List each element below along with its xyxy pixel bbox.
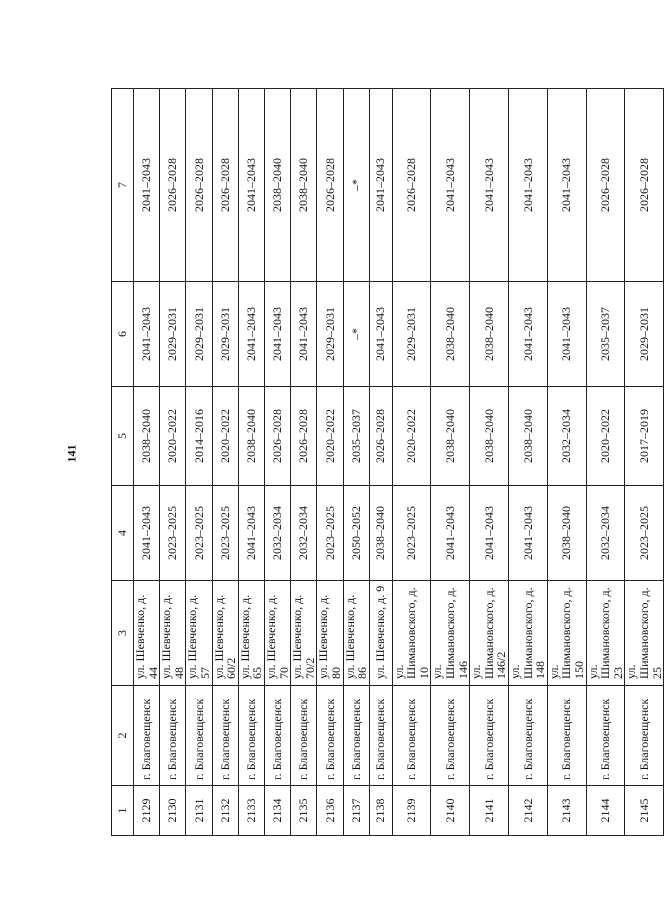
- city-cell: г. Благовещенск: [547, 686, 586, 786]
- row-number-cell: 2140: [431, 786, 470, 836]
- table-row: [625, 89, 664, 836]
- period-cell-4: 2041–2043: [509, 486, 548, 581]
- city-cell: г. Благовещенск: [160, 686, 186, 786]
- address-cell: ул. Шевченко, д. 44: [134, 581, 160, 686]
- period-cell-4: 2038–2040: [547, 486, 586, 581]
- period-cell-6: 2041–2043: [509, 282, 548, 387]
- address-cell: ул. Шевченко, д. 86: [343, 581, 369, 686]
- row-number-cell: 2129: [134, 786, 160, 836]
- period-cell-6: 2029–2031: [160, 282, 186, 387]
- period-cell-7: 2026–2028: [160, 89, 186, 282]
- table-row: [186, 89, 212, 836]
- table-row: [586, 89, 625, 836]
- period-cell-4: 2041–2043: [470, 486, 509, 581]
- period-cell-7: 2026–2028: [317, 89, 343, 282]
- header-row: [112, 89, 134, 836]
- table-row: [134, 89, 160, 836]
- period-cell-4: 2023–2025: [317, 486, 343, 581]
- address-cell: ул. Шимановского, д. 150: [547, 581, 586, 686]
- period-cell-4: 2023–2025: [160, 486, 186, 581]
- table-row: [291, 89, 317, 836]
- header-cell: 2: [112, 686, 134, 786]
- address-cell: ул. Шевченко, д. 80: [317, 581, 343, 686]
- header-cell: 4: [112, 486, 134, 581]
- row-number-cell: 2145: [625, 786, 664, 836]
- period-cell-7: 2038–2040: [291, 89, 317, 282]
- rotated-table-frame: [111, 89, 664, 836]
- table-container: [111, 89, 664, 836]
- period-cell-5: 2038–2040: [431, 387, 470, 486]
- header-cell: 7: [112, 89, 134, 282]
- row-number-cell: 2130: [160, 786, 186, 836]
- period-cell-6: 2029–2031: [212, 282, 238, 387]
- address-cell: ул. Шимановского, д. 25: [625, 581, 664, 686]
- table-row: [369, 89, 392, 836]
- period-cell-7: 2041–2043: [134, 89, 160, 282]
- period-cell-6: 2041–2043: [547, 282, 586, 387]
- table-row: [317, 89, 343, 836]
- period-cell-7: 2026–2028: [586, 89, 625, 282]
- table-row: [431, 89, 470, 836]
- city-cell: г. Благовещенск: [264, 686, 290, 786]
- table-row: [160, 89, 186, 836]
- period-cell-6: 2041–2043: [264, 282, 290, 387]
- period-cell-6: 2035–2037: [586, 282, 625, 387]
- period-cell-5: 2020–2022: [160, 387, 186, 486]
- city-cell: г. Благовещенск: [470, 686, 509, 786]
- period-cell-4: 2050–2052: [343, 486, 369, 581]
- header-cell: 1: [112, 786, 134, 836]
- table-row: [509, 89, 548, 836]
- city-cell: г. Благовещенск: [369, 686, 392, 786]
- period-cell-4: 2023–2025: [625, 486, 664, 581]
- row-number-cell: 2144: [586, 786, 625, 836]
- period-cell-7: –*: [343, 89, 369, 282]
- period-cell-5: 2020–2022: [317, 387, 343, 486]
- header-cell: 5: [112, 387, 134, 486]
- address-cell: ул. Шимановского, д. 10: [392, 581, 431, 686]
- period-cell-4: 2023–2025: [212, 486, 238, 581]
- period-cell-6: 2041–2043: [369, 282, 392, 387]
- address-cell: ул. Шевченко, д. 48: [160, 581, 186, 686]
- row-number-cell: 2143: [547, 786, 586, 836]
- period-cell-5: 2020–2022: [392, 387, 431, 486]
- page-number: 141: [64, 444, 79, 463]
- period-cell-5: 2020–2022: [212, 387, 238, 486]
- period-cell-6: 2041–2043: [291, 282, 317, 387]
- city-cell: г. Благовещенск: [625, 686, 664, 786]
- period-cell-7: 2038–2040: [264, 89, 290, 282]
- period-cell-7: 2041–2043: [238, 89, 264, 282]
- table-row: [212, 89, 238, 836]
- period-cell-7: 2026–2028: [212, 89, 238, 282]
- table-row: [238, 89, 264, 836]
- row-number-cell: 2138: [369, 786, 392, 836]
- header-cell: 3: [112, 581, 134, 686]
- row-number-cell: 2135: [291, 786, 317, 836]
- address-cell: ул. Шевченко, д. 9: [369, 581, 392, 686]
- city-cell: г. Благовещенск: [291, 686, 317, 786]
- period-cell-4: 2038–2040: [369, 486, 392, 581]
- city-cell: г. Благовещенск: [212, 686, 238, 786]
- address-cell: ул. Шевченко, д. 60/2: [212, 581, 238, 686]
- table-row: [392, 89, 431, 836]
- header-cell: 6: [112, 282, 134, 387]
- city-cell: г. Благовещенск: [392, 686, 431, 786]
- period-cell-5: 2026–2028: [369, 387, 392, 486]
- period-cell-6: 2029–2031: [186, 282, 212, 387]
- row-number-cell: 2136: [317, 786, 343, 836]
- city-cell: г. Благовещенск: [317, 686, 343, 786]
- period-cell-5: 2020–2022: [586, 387, 625, 486]
- period-cell-4: 2032–2034: [586, 486, 625, 581]
- period-cell-4: 2041–2043: [134, 486, 160, 581]
- city-cell: г. Благовещенск: [186, 686, 212, 786]
- schedule-table: [111, 88, 664, 836]
- period-cell-5: 2038–2040: [509, 387, 548, 486]
- period-cell-6: 2029–2031: [392, 282, 431, 387]
- row-number-cell: 2142: [509, 786, 548, 836]
- period-cell-7: 2026–2028: [186, 89, 212, 282]
- period-cell-4: 2023–2025: [392, 486, 431, 581]
- address-cell: ул. Шимановского, д. 23: [586, 581, 625, 686]
- city-cell: г. Благовещенск: [586, 686, 625, 786]
- period-cell-7: 2041–2043: [369, 89, 392, 282]
- row-number-cell: 2133: [238, 786, 264, 836]
- period-cell-7: 2041–2043: [547, 89, 586, 282]
- period-cell-7: 2026–2028: [625, 89, 664, 282]
- row-number-cell: 2141: [470, 786, 509, 836]
- period-cell-7: 2041–2043: [509, 89, 548, 282]
- period-cell-5: 2014–2016: [186, 387, 212, 486]
- period-cell-4: 2041–2043: [238, 486, 264, 581]
- period-cell-6: 2038–2040: [431, 282, 470, 387]
- period-cell-5: 2038–2040: [134, 387, 160, 486]
- city-cell: г. Благовещенск: [509, 686, 548, 786]
- period-cell-6: 2029–2031: [317, 282, 343, 387]
- period-cell-6: 2041–2043: [134, 282, 160, 387]
- period-cell-5: 2038–2040: [238, 387, 264, 486]
- period-cell-4: 2041–2043: [431, 486, 470, 581]
- period-cell-4: 2032–2034: [291, 486, 317, 581]
- row-number-cell: 2137: [343, 786, 369, 836]
- period-cell-6: –*: [343, 282, 369, 387]
- row-number-cell: 2132: [212, 786, 238, 836]
- city-cell: г. Благовещенск: [238, 686, 264, 786]
- period-cell-7: 2026–2028: [392, 89, 431, 282]
- row-number-cell: 2131: [186, 786, 212, 836]
- city-cell: г. Благовещенск: [343, 686, 369, 786]
- period-cell-6: 2041–2043: [238, 282, 264, 387]
- address-cell: ул. Шимановского, д. 148: [509, 581, 548, 686]
- row-number-cell: 2134: [264, 786, 290, 836]
- period-cell-7: 2041–2043: [431, 89, 470, 282]
- period-cell-7: 2041–2043: [470, 89, 509, 282]
- address-cell: ул. Шимановского, д. 146/2: [470, 581, 509, 686]
- table-row: [264, 89, 290, 836]
- period-cell-5: 2026–2028: [264, 387, 290, 486]
- address-cell: ул. Шевченко, д. 70: [264, 581, 290, 686]
- period-cell-4: 2032–2034: [264, 486, 290, 581]
- city-cell: г. Благовещенск: [431, 686, 470, 786]
- table-row: [343, 89, 369, 836]
- table-row: [547, 89, 586, 836]
- address-cell: ул. Шимановского, д. 146: [431, 581, 470, 686]
- city-cell: г. Благовещенск: [134, 686, 160, 786]
- period-cell-4: 2023–2025: [186, 486, 212, 581]
- period-cell-5: 2032–2034: [547, 387, 586, 486]
- table-row: [470, 89, 509, 836]
- period-cell-5: 2026–2028: [291, 387, 317, 486]
- period-cell-5: 2038–2040: [470, 387, 509, 486]
- period-cell-6: 2038–2040: [470, 282, 509, 387]
- address-cell: ул. Шевченко, д. 65: [238, 581, 264, 686]
- row-number-cell: 2139: [392, 786, 431, 836]
- address-cell: ул. Шевченко, д. 57: [186, 581, 212, 686]
- period-cell-5: 2035–2037: [343, 387, 369, 486]
- period-cell-6: 2029–2031: [625, 282, 664, 387]
- period-cell-5: 2017–2019: [625, 387, 664, 486]
- address-cell: ул. Шевченко, д. 70/2: [291, 581, 317, 686]
